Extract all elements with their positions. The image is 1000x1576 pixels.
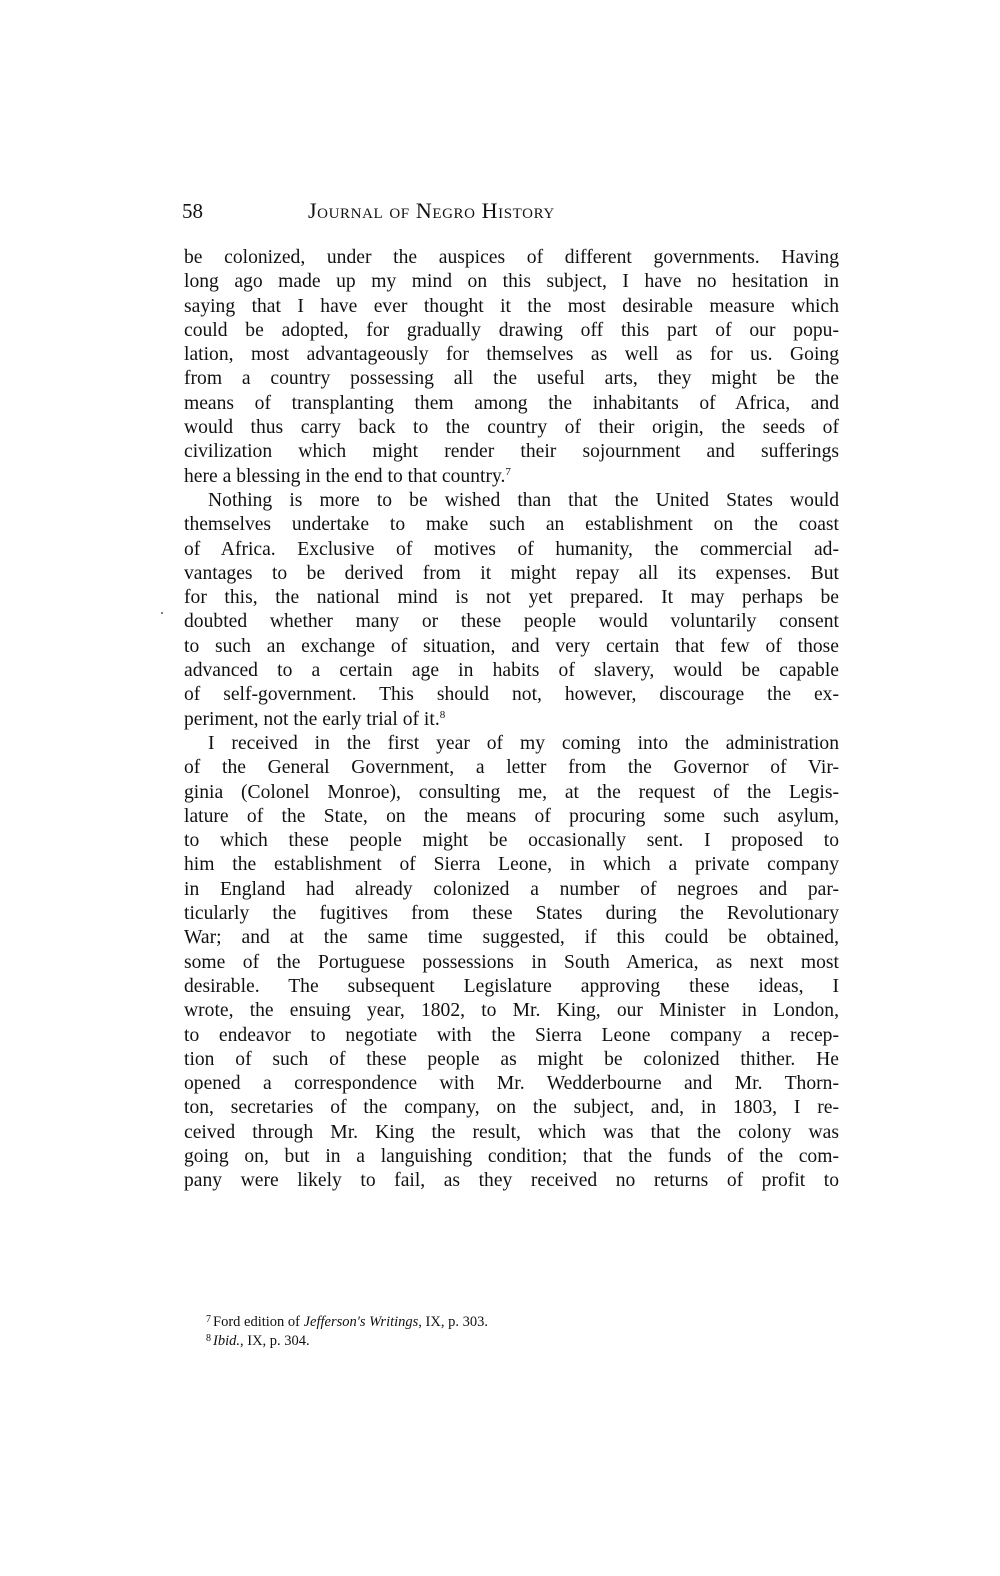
text-line: wrote, the ensuing year, 1802, to Mr. King, our Minister in London, bbox=[184, 1000, 839, 1022]
footnote-title: Ibid. bbox=[213, 1333, 240, 1349]
text-line: doubted whether many or these people would voluntarily consent bbox=[184, 611, 839, 633]
text-line: going on, but in a languishing condition; that the funds of the com- bbox=[184, 1145, 839, 1167]
text-line: lature of the State, on the means of procuring some such asylum, bbox=[184, 805, 839, 827]
footnote-suffix: , IX, p. 304. bbox=[239, 1333, 310, 1349]
paragraph bbox=[184, 489, 839, 732]
text-line: War; and at the same time suggested, if this could be obtained, bbox=[184, 927, 839, 949]
text-line: to which these people might be occasionally sent. I proposed to bbox=[184, 830, 839, 852]
text-line: lation, most advantageously for themselves as well as for us. Going bbox=[184, 344, 839, 366]
text-line-with-ref bbox=[184, 708, 839, 732]
text-line-with-ref bbox=[184, 465, 839, 489]
text-line: be colonized, under the auspices of different governments. Having bbox=[184, 247, 839, 268]
text-line: tion of such of these people as might be colonized thither. He bbox=[184, 1048, 839, 1070]
running-head bbox=[184, 196, 839, 226]
text-line: ton, secretaries of the company, on the subject, and, in 1803, I re- bbox=[184, 1097, 839, 1119]
text-line: ceived through Mr. King the result, which was that the colony was bbox=[184, 1121, 839, 1143]
text-line: desirable. The subsequent Legislature approving these ideas, I bbox=[184, 975, 839, 997]
footnote-number: 8 bbox=[206, 1333, 211, 1344]
text-line: of self-government. This should not, however, discourage the ex- bbox=[184, 684, 839, 706]
footnotes bbox=[206, 1313, 488, 1351]
text-line: to endeavor to negotiate with the Sierra Leone company a recep- bbox=[184, 1024, 839, 1046]
footnote-ref[interactable]: 7 bbox=[505, 465, 511, 478]
paragraph bbox=[184, 246, 839, 489]
text-line: long ago made up my mind on this subject, I have no hesitation in bbox=[184, 271, 839, 293]
text-line: Nothing is more to be wished than that the United States would bbox=[208, 489, 839, 511]
footnote-prefix: Ford edition of bbox=[213, 1314, 304, 1330]
text-line: civilization which might render their sojournment and sufferings bbox=[184, 441, 839, 463]
text-line: some of the Portuguese possessions in South America, as next most bbox=[184, 951, 839, 973]
text-line: advanced to a certain age in habits of slavery, would be capable bbox=[184, 660, 839, 682]
text-line: themselves undertake to make such an establishment on the coast bbox=[184, 514, 839, 536]
text-line: would thus carry back to the country of their origin, the seeds of bbox=[184, 417, 839, 439]
text-line: in England had already colonized a number of negroes and par- bbox=[184, 878, 839, 900]
text-line: of Africa. Exclusive of motives of humanity, the commercial ad- bbox=[184, 538, 839, 560]
text-line: saying that I have ever thought it the most desirable measure which bbox=[184, 295, 839, 317]
text-line: opened a correspondence with Mr. Wedderbourne and Mr. Thorn- bbox=[184, 1073, 839, 1095]
text-line: ginia (Colonel Monroe), consulting me, at the request of the Legis- bbox=[184, 781, 839, 803]
text-line: pany were likely to fail, as they received no returns of profit to bbox=[184, 1170, 839, 1192]
text-line: from a country possessing all the useful arts, they might be the bbox=[184, 368, 839, 390]
text-line: for this, the national mind is not yet prepared. It may perhaps be bbox=[184, 587, 839, 609]
text-line: to such an exchange of situation, and very certain that few of those bbox=[184, 635, 839, 657]
paragraph bbox=[184, 732, 839, 1194]
footnote-suffix: , IX, p. 303. bbox=[418, 1314, 488, 1330]
footnote-title: Jefferson's Writings bbox=[303, 1314, 419, 1330]
margin-mark bbox=[161, 612, 163, 614]
footnote-number: 7 bbox=[206, 1314, 211, 1325]
text-line: of the General Government, a letter from the Governor of Vir- bbox=[184, 757, 839, 779]
text-line: periment, not the early trial of it. bbox=[184, 708, 440, 730]
text-line: vantages to be derived from it might repay all its expenses. But bbox=[184, 562, 839, 584]
text-line: I received in the first year of my coming into the administration bbox=[208, 732, 839, 754]
text-line: ticularly the fugitives from these States during the Revolutionary bbox=[184, 903, 839, 925]
text-line: him the establishment of Sierra Leone, in which a private company bbox=[184, 854, 839, 876]
text-line: could be adopted, for gradually drawing off this part of our popu- bbox=[184, 319, 839, 341]
footnote-8 bbox=[206, 1332, 488, 1351]
text-line: means of transplanting them among the inhabitants of Africa, and bbox=[184, 392, 839, 414]
document-page bbox=[184, 196, 839, 1194]
page-number: 58 bbox=[182, 199, 203, 223]
footnote-ref[interactable]: 8 bbox=[439, 708, 446, 721]
text-line: here a blessing in the end to that country. bbox=[184, 465, 506, 487]
footnote-7 bbox=[206, 1313, 488, 1332]
body-text bbox=[184, 246, 839, 1194]
journal-title: Journal of Negro History bbox=[308, 198, 555, 223]
